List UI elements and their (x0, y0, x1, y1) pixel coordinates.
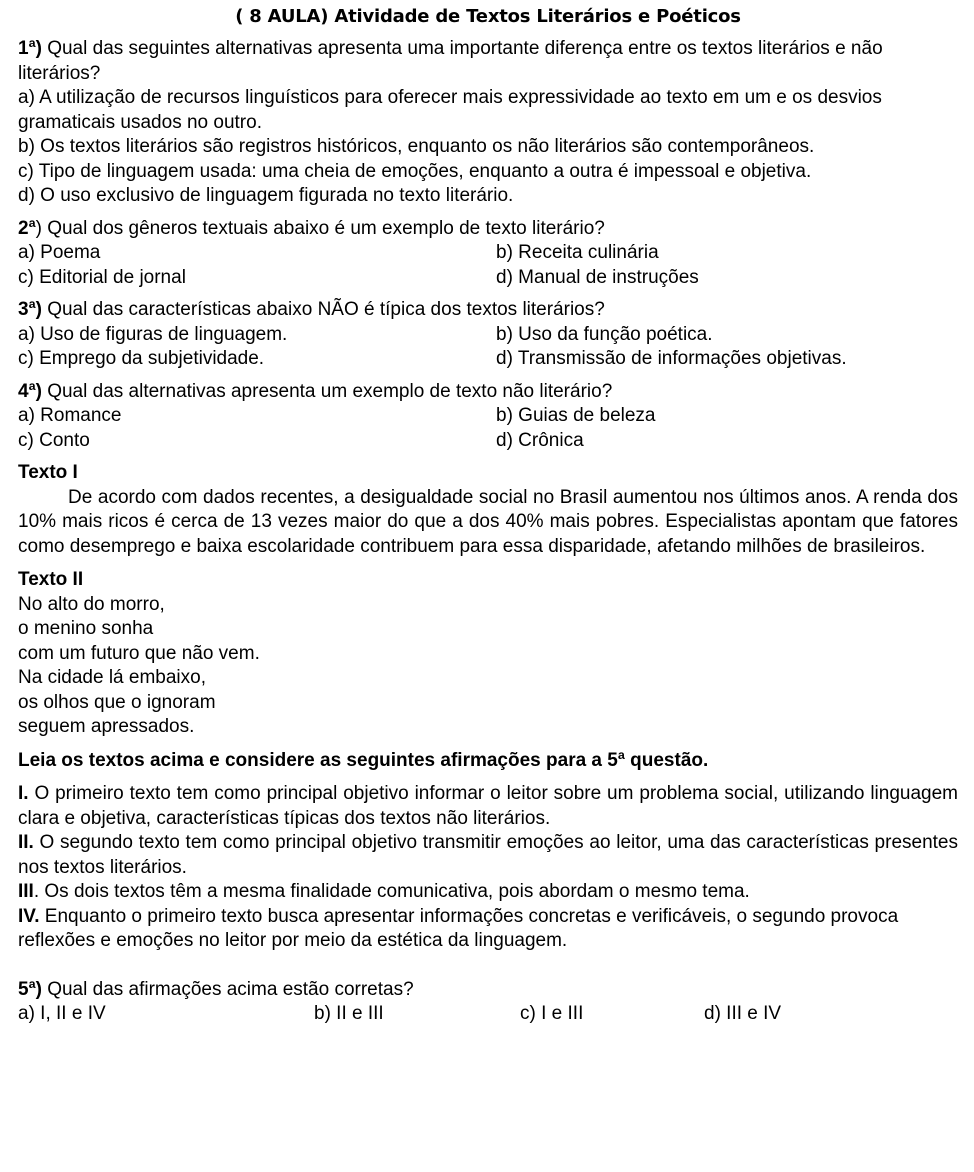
option-d: d) Transmissão de informações objetivas. (496, 348, 847, 369)
question-text: Qual das afirmações acima estão corretas? (41, 978, 414, 1000)
options-row (18, 1002, 958, 1027)
texto-1-body: De acordo com dados recentes, a desigualdade social no Brasil aumentou nos últimos anos. A renda dos 10% mais ricos é cerca de 13 vezes maior do que a dos 40% mais pobres. Especialistas apontam que fatores como desemprego e baixa escolaridade contribuem para essa disparidade, afetando milhões de brasileiros. (18, 486, 958, 557)
question-1 (18, 37, 958, 209)
question-2 (18, 217, 958, 291)
question-text: Qual das alternativas apresenta um exemplo de texto não literário? (41, 380, 613, 402)
statement-label: IV. (18, 905, 40, 927)
option-c: c) Tipo de linguagem usada: uma cheia de emoções, enquanto a outra é impessoal e objetiva. (18, 160, 812, 182)
page-title: ( 8 AULA) Atividade de Textos Literários e Poéticos (235, 6, 741, 27)
statement-4 (18, 905, 958, 954)
option-a: a) A utilização de recursos linguísticos para oferecer mais expressividade ao texto em um e os desvios gramaticais usados no outro. (18, 87, 882, 133)
statement-3 (18, 880, 958, 905)
poem-line: com um futuro que não vem. (18, 642, 260, 664)
worksheet-page (18, 4, 958, 1035)
question-number: 3ª) (18, 299, 42, 320)
option-a: a) I, II e IV (18, 1003, 106, 1024)
poem-line: Na cidade lá embaixo, (18, 667, 206, 688)
question-4-prompt (18, 380, 958, 405)
poem-line: No alto do morro, (18, 593, 165, 615)
statement-text: Enquanto o primeiro texto busca apresentar informações concretas e verificáveis, o segundo provoca reflexões e emoções no leitor por meio da estética da linguagem. (18, 905, 899, 951)
statement-text: O segundo texto tem como principal objetivo transmitir emoções ao leitor, uma das características presentes nos textos literários. (18, 832, 958, 878)
question-5-prompt (18, 978, 958, 1003)
option-d: d) Manual de instruções (496, 266, 699, 288)
statements-list (18, 782, 958, 954)
option-c: c) Editorial de jornal (18, 266, 186, 288)
texto-1 (18, 461, 958, 559)
option-b: b) Uso da função poética. (496, 323, 713, 345)
option-a: a) Romance (18, 405, 122, 426)
options-row (18, 323, 958, 348)
options-row (18, 241, 958, 266)
statement-1 (18, 782, 958, 831)
statement-2 (18, 831, 958, 880)
option-d: d) III e IV (704, 1003, 782, 1024)
option-c: c) I e III (520, 1003, 584, 1024)
question-3 (18, 298, 958, 372)
question-3-prompt (18, 298, 958, 323)
question-number: 1ª) (18, 38, 42, 59)
options-row (18, 347, 958, 372)
option-a: a) Poema (18, 242, 101, 263)
option-a: a) Uso de figuras de linguagem. (18, 323, 288, 345)
option-c: c) Conto (18, 429, 90, 451)
question-4 (18, 380, 958, 454)
statement-label: III (18, 881, 34, 902)
statement-text: . Os dois textos têm a mesma finalidade comunicativa, pois abordam o mesmo tema. (33, 881, 750, 902)
options-row (18, 404, 958, 429)
option-c: c) Emprego da subjetividade. (18, 348, 265, 369)
question-number: 2ª (18, 217, 36, 239)
texto-2 (18, 568, 958, 740)
question-2-prompt (18, 217, 958, 242)
statement-text: O primeiro texto tem como principal objetivo informar o leitor sobre um problema social, utilizando linguagem clara e objetiva, características típicas dos textos não literários. (18, 783, 958, 829)
question-number: 5ª) (18, 978, 42, 1000)
option-b: b) Guias de beleza (496, 405, 656, 426)
statement-label: I. (18, 783, 29, 804)
options-row (18, 429, 958, 454)
instruction-heading: Leia os textos acima e considere as seguintes afirmações para a 5ª questão. (18, 749, 709, 771)
question-5 (18, 978, 958, 1027)
option-b: b) II e III (314, 1003, 384, 1024)
question-text: ) Qual dos gêneros textuais abaixo é um exemplo de texto literário? (35, 217, 605, 239)
option-d: d) O uso exclusivo de linguagem figurada no texto literário. (18, 185, 514, 206)
question-text: Qual das seguintes alternativas apresenta uma importante diferença entre os textos literários e não literários? (18, 38, 883, 84)
option-b: b) Receita culinária (496, 242, 659, 263)
options-row (18, 266, 958, 291)
poem-line: seguem apressados. (18, 716, 195, 737)
poem-line: os olhos que o ignoram (18, 691, 216, 713)
option-d: d) Crônica (496, 429, 584, 451)
poem-line: o menino sonha (18, 618, 154, 639)
texto-1-heading: Texto I (18, 462, 78, 483)
question-1-prompt (18, 37, 958, 86)
texto-2-heading: Texto II (18, 569, 84, 590)
statement-label: II. (18, 832, 34, 853)
question-number: 4ª) (18, 380, 42, 402)
option-b: b) Os textos literários são registros históricos, enquanto os não literários são contemporâneos. (18, 136, 815, 157)
question-text: Qual das características abaixo NÃO é típica dos textos literários? (41, 299, 605, 320)
